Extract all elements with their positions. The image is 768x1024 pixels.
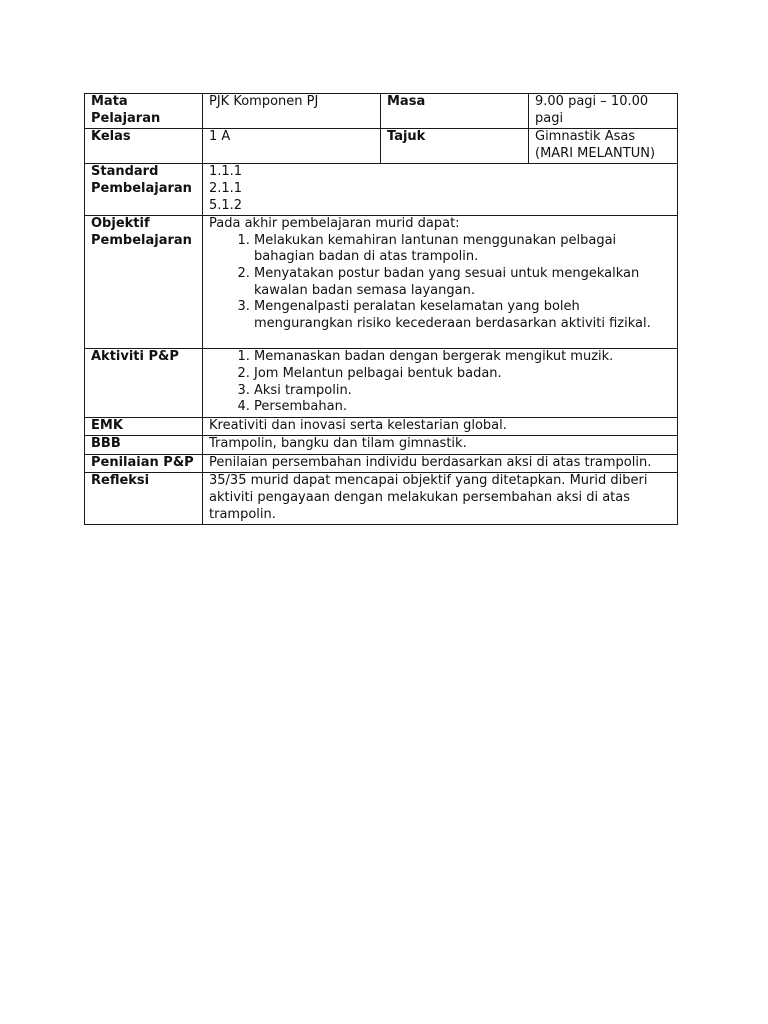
row-emk	[85, 417, 678, 436]
standard-item: 2.1.1	[209, 180, 243, 196]
label-kelas: Kelas	[85, 129, 203, 164]
value-refleksi: 35/35 murid dapat mencapai objektif yang ditetapkan. Murid diberi aktiviti pengayaan dengan melakukan persembahan aksi di atas trampolin.	[203, 473, 678, 525]
objektif-list	[209, 233, 672, 333]
label-aktiviti: Aktiviti P&P	[85, 349, 203, 417]
label-masa: Masa	[381, 94, 529, 129]
label-objektif: Objektif Pembelajaran	[85, 216, 203, 349]
value-mata-pelajaran: PJK Komponen PJ	[203, 94, 381, 129]
list-item: 2. Jom Melantun pelbagai bentuk badan.	[254, 366, 672, 383]
row-mata-pelajaran	[85, 94, 678, 129]
label-penilaian: Penilaian P&P	[85, 454, 203, 473]
objektif-intro: Pada akhir pembelajaran murid dapat:	[209, 216, 460, 232]
value-kelas: 1 A	[203, 129, 381, 164]
value-penilaian: Penilaian persembahan individu berdasarkan aksi di atas trampolin.	[203, 454, 678, 473]
standard-item: 1.1.1	[209, 164, 243, 180]
lesson-plan-table	[84, 93, 678, 525]
label-bbb: BBB	[85, 436, 203, 455]
list-item: 3. Aksi trampolin.	[254, 383, 672, 400]
list-item: 3. Mengenalpasti peralatan keselamatan yang boleh mengurangkan risiko kecederaan berdasarkan aktiviti fizikal.	[254, 299, 672, 332]
row-refleksi	[85, 473, 678, 525]
label-tajuk: Tajuk	[381, 129, 529, 164]
value-bbb: Trampolin, bangku dan tilam gimnastik.	[203, 436, 678, 455]
list-item: 2. Menyatakan postur badan yang sesuai untuk mengekalkan kawalan badan semasa layangan.	[254, 266, 672, 299]
label-standard: Standard Pembelajaran	[85, 164, 203, 216]
aktiviti-list	[209, 349, 672, 415]
value-aktiviti	[203, 349, 678, 417]
list-item: 1. Memanaskan badan dengan bergerak mengikut muzik.	[254, 349, 672, 366]
value-tajuk: Gimnastik Asas (MARI MELANTUN)	[529, 129, 678, 164]
row-aktiviti	[85, 349, 678, 417]
row-objektif	[85, 216, 678, 349]
standard-item: 5.1.2	[209, 197, 243, 213]
value-standard	[203, 164, 678, 216]
label-mata-pelajaran: Mata Pelajaran	[85, 94, 203, 129]
row-bbb	[85, 436, 678, 455]
value-objektif	[203, 216, 678, 349]
list-item: 4. Persembahan.	[254, 399, 672, 416]
list-item: 1. Melakukan kemahiran lantunan menggunakan pelbagai bahagian badan di atas trampolin.	[254, 233, 672, 266]
value-emk: Kreativiti dan inovasi serta kelestarian global.	[203, 417, 678, 436]
value-masa: 9.00 pagi – 10.00 pagi	[529, 94, 678, 129]
row-penilaian	[85, 454, 678, 473]
label-emk: EMK	[85, 417, 203, 436]
label-refleksi: Refleksi	[85, 473, 203, 525]
row-standard	[85, 164, 678, 216]
row-kelas	[85, 129, 678, 164]
